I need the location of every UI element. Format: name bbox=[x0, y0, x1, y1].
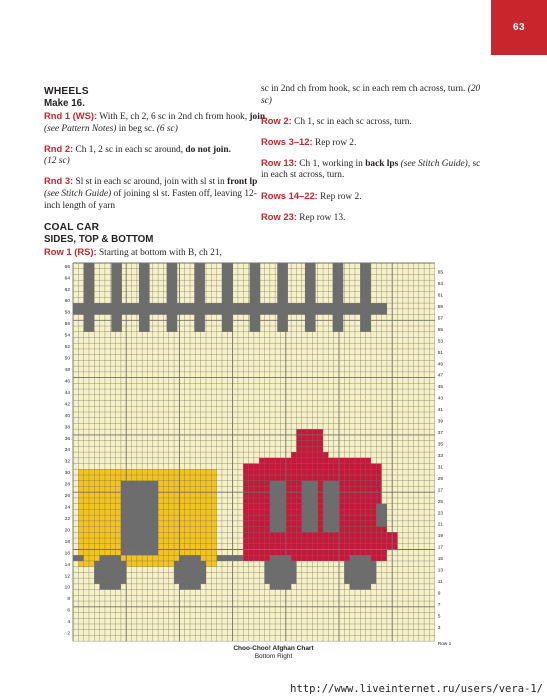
row-label-right: 51 bbox=[437, 350, 444, 356]
row-label-right: 27 bbox=[437, 488, 444, 494]
row-label-left: 14 bbox=[64, 562, 70, 568]
coal-car-heading: COAL CAR bbox=[44, 222, 100, 234]
row-label-right: 11 bbox=[437, 580, 443, 586]
row-label-left: 12 bbox=[64, 574, 70, 580]
row-label-right: 29 bbox=[437, 476, 444, 482]
row-label-right: 21 bbox=[437, 522, 444, 528]
row-label-left: 56 bbox=[64, 322, 70, 328]
row-label-left: 40 bbox=[64, 413, 70, 419]
rnd1-text-c: (see Pattern Notes) bbox=[44, 123, 117, 134]
row-label-right: 43 bbox=[437, 396, 444, 402]
row-label-left: 48 bbox=[64, 368, 70, 374]
row-label-left: 50 bbox=[64, 356, 70, 362]
row13-text-a: Ch 1, working in bbox=[296, 158, 366, 169]
row-label-right: 31 bbox=[437, 465, 444, 471]
chart-subtitle: Bottom Right bbox=[254, 653, 293, 660]
rows3-text: Rep row 2. bbox=[312, 137, 357, 148]
row23-text: Rep row 13. bbox=[296, 212, 346, 223]
rnd3-text-d: of joining sl st. Fasten off, leaving 12-inch length of yarn bbox=[44, 188, 257, 211]
row1-text: Starting at bottom with B, ch 21, bbox=[96, 248, 222, 259]
row-label-right: 25 bbox=[437, 499, 444, 505]
rows3-label: Rows 3–12: bbox=[261, 135, 313, 147]
row-label-left: 32 bbox=[64, 459, 70, 465]
chart-title: Choo-Choo! Afghan Chart bbox=[233, 645, 314, 652]
coal-car-subheading: SIDES, TOP & BOTTOM bbox=[44, 234, 154, 246]
row1-cont-text: sc in 2nd ch from hook, sc in each rem ch across, turn. bbox=[261, 84, 468, 94]
row13-label: Row 13: bbox=[261, 156, 297, 168]
row-label-right: 35 bbox=[437, 442, 444, 448]
row-label-left: 62 bbox=[64, 287, 70, 293]
row-label-left: 8 bbox=[67, 597, 70, 603]
rnd1-text-d: in beg sc. bbox=[116, 123, 157, 134]
row-label-right: 23 bbox=[437, 511, 444, 517]
row13-text-d: , sc in each st across, turn. bbox=[261, 158, 481, 181]
row-label-right: 59 bbox=[437, 304, 444, 310]
rnd3-text-b: front lp bbox=[227, 177, 258, 188]
row-label-right: 41 bbox=[437, 408, 444, 414]
row13-text-c: (see Stitch Guide) bbox=[398, 158, 468, 169]
wheels-heading: WHEELS bbox=[44, 86, 89, 97]
row2-label: Row 2: bbox=[261, 114, 292, 126]
row-label-right: 63 bbox=[437, 282, 444, 288]
row2-text: Ch 1, sc in each sc across, turn. bbox=[291, 116, 412, 127]
row-label-left: 10 bbox=[64, 585, 70, 591]
row-label-left: 38 bbox=[64, 425, 70, 431]
footer-url: http://www.liveinternet.ru/users/vera-1/ bbox=[290, 683, 543, 695]
row-label-right: 19 bbox=[437, 534, 444, 540]
row-label-left: 18 bbox=[64, 539, 70, 545]
rnd1-label: Rnd 1 (WS): bbox=[44, 110, 98, 121]
rnd2-label: Rnd 2: bbox=[44, 142, 74, 154]
row1-cont-count: (20 sc) bbox=[261, 84, 481, 106]
row-label-left: 60 bbox=[64, 299, 70, 305]
row-label-right: 3 bbox=[437, 625, 441, 631]
rnd1-text-e: (6 sc) bbox=[156, 123, 178, 134]
row-label-right: 7 bbox=[437, 602, 441, 608]
row-label-right: 45 bbox=[437, 385, 444, 391]
rnd1-text-a: With E, ch 2, 6 sc in 2nd ch from hook, bbox=[97, 112, 250, 122]
row-label-left: 52 bbox=[64, 345, 70, 351]
row-label-left: 24 bbox=[64, 505, 70, 511]
row-label-right: 39 bbox=[437, 419, 444, 425]
row-label-left: 26 bbox=[64, 494, 70, 500]
row-label-right: 17 bbox=[437, 545, 444, 551]
row-label-right: 13 bbox=[437, 568, 444, 574]
row-label-left: 30 bbox=[64, 471, 70, 477]
row-label-right: 9 bbox=[437, 591, 441, 597]
row-label-right: 53 bbox=[437, 339, 444, 345]
rows14-text: Rep row 2. bbox=[317, 191, 362, 202]
row-label-left: 20 bbox=[64, 528, 70, 534]
row-label-left: 54 bbox=[64, 333, 70, 339]
row-label-right: 37 bbox=[437, 431, 444, 437]
coupler-mid bbox=[217, 555, 244, 561]
rnd1-text-b: join bbox=[249, 112, 266, 122]
rnd3-text-c: (see Stitch Guide) bbox=[44, 188, 112, 199]
row-label-left: 16 bbox=[64, 551, 70, 557]
row-label-left: 2 bbox=[67, 631, 70, 637]
row-label-right: 15 bbox=[437, 557, 444, 563]
caboose-rear bbox=[371, 521, 387, 561]
row23-label: Row 23: bbox=[261, 210, 297, 222]
row-label-left: 22 bbox=[64, 516, 70, 522]
rnd2-text-a: Ch 1, 2 sc in each sc around, bbox=[73, 144, 186, 155]
row1-label: Row 1 (RS): bbox=[44, 246, 97, 258]
rows14-label: Rows 14–22: bbox=[261, 189, 318, 201]
row13-text-b: back lps bbox=[365, 158, 399, 169]
row-label-left: 36 bbox=[64, 436, 70, 442]
page-number: 63 bbox=[512, 22, 526, 33]
row-label-left: 4 bbox=[67, 620, 70, 626]
rnd3-text-a: Sl st in each sc around, join with sl st in bbox=[73, 177, 228, 188]
row-label-left: 64 bbox=[64, 276, 70, 282]
caboose-window bbox=[323, 481, 339, 533]
row-label-left: 44 bbox=[64, 390, 70, 396]
row-label-right: 33 bbox=[437, 453, 444, 459]
row-label-right: 61 bbox=[437, 293, 444, 299]
row-1-label: Row 1 bbox=[437, 642, 452, 648]
row-label-left: 66 bbox=[64, 264, 70, 270]
rnd2-text-c: (12 sc) bbox=[44, 156, 70, 167]
wheels-make: Make 16. bbox=[44, 98, 85, 109]
rnd2-text-b: do not join. bbox=[185, 144, 231, 155]
row-label-right: 5 bbox=[437, 614, 441, 620]
row-label-right: 47 bbox=[437, 373, 444, 379]
row-label-left: 34 bbox=[64, 448, 70, 454]
row-label-left: 28 bbox=[64, 482, 70, 488]
row-label-right: 57 bbox=[437, 316, 444, 322]
row-label-left: 58 bbox=[64, 310, 70, 316]
row-label-right: 65 bbox=[437, 270, 444, 276]
row-label-left: 6 bbox=[67, 608, 70, 614]
caboose-window bbox=[270, 481, 286, 533]
row-label-left: 46 bbox=[64, 379, 70, 385]
rnd3-label: Rnd 3: bbox=[44, 175, 74, 187]
row-label-right: 55 bbox=[437, 327, 444, 333]
caboose-window bbox=[302, 481, 318, 533]
row-label-left: 42 bbox=[64, 402, 70, 408]
row-label-right: 49 bbox=[437, 362, 444, 368]
